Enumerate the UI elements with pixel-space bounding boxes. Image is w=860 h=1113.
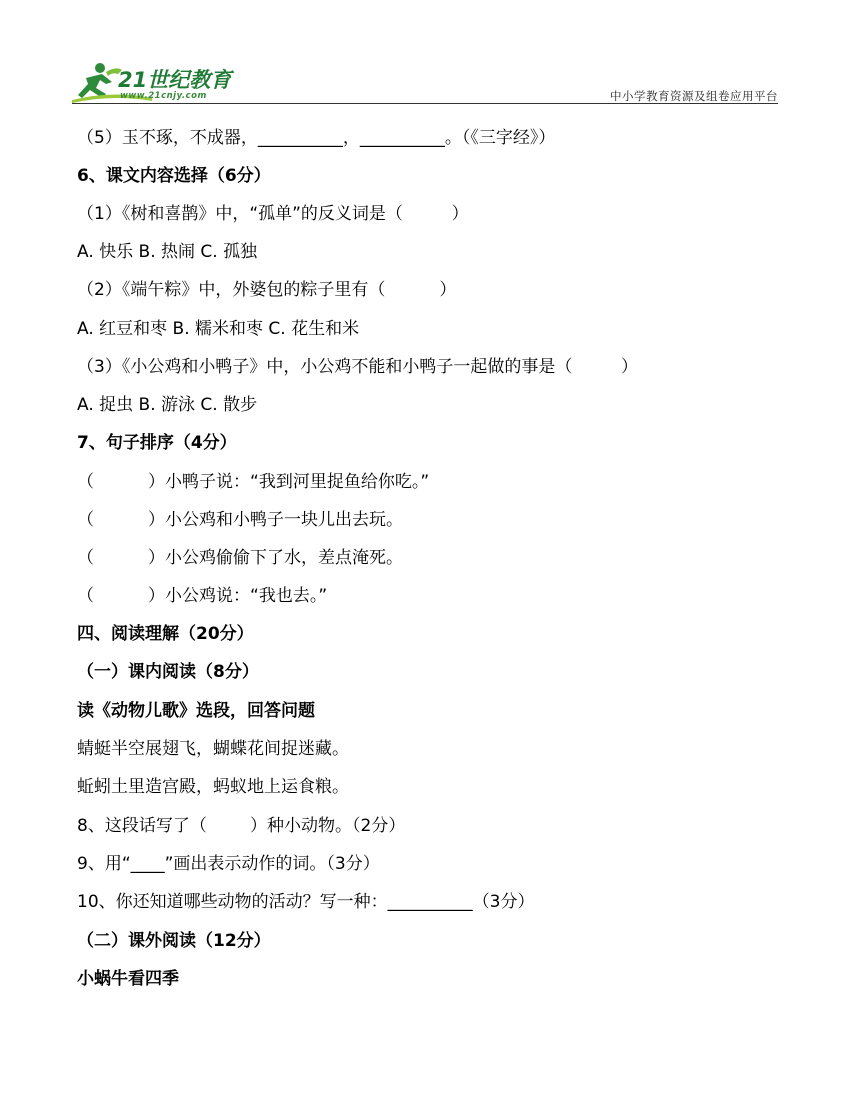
poem-line-1: 蜻蜓半空展翅飞，蝴蝶花间捉迷藏。 (77, 739, 349, 759)
subsection-2-heading: （二）课外阅读（12分） (77, 931, 271, 951)
sentence-order-2: （ ）小公鸡和小鸭子一块儿出去玩。 (77, 510, 404, 530)
question-6-3: （3）《小公鸡和小鸭子》中，小公鸡不能和小鸭子一起做的事是（ ） (77, 357, 638, 377)
question-6-2-options: A. 红豆和枣 B. 糯米和枣 C. 花生和米 (77, 319, 360, 339)
header-divider (72, 103, 778, 104)
poem-line-2: 蚯蚓土里造宫殿，蚂蚁地上运食粮。 (77, 777, 349, 797)
page-header (0, 0, 860, 110)
sentence-order-1: （ ）小鸭子说：“我到河里捉鱼给你吃。” (77, 472, 430, 492)
question-10: 10、你还知道哪些动物的活动？写一种：__________（3分） (77, 892, 535, 912)
question-5-text: （5）玉不琢，不成器，__________，__________。（《三字经》） (77, 128, 556, 148)
logo-text: 21世纪教育 (118, 68, 232, 92)
site-name: 中小学教育资源及组卷应用平台 (610, 89, 778, 103)
passage-title: 小蜗牛看四季 (77, 969, 179, 989)
sentence-order-3: （ ）小公鸡偷偷下了水，差点淹死。 (77, 548, 404, 568)
subsection-1-heading: （一）课内阅读（8分） (77, 662, 259, 682)
question-6-2: （2）《端午粽》中，外婆包的粽子里有（ ） (77, 280, 457, 300)
section-6-heading: 6、课文内容选择（6分） (77, 166, 271, 186)
question-6-3-options: A. 捉虫 B. 游泳 C. 散步 (77, 395, 258, 415)
logo-url: www.21cnjy.com (120, 91, 207, 101)
section-7-heading: 7、句子排序（4分） (77, 433, 237, 453)
reading-instruction: 读《动物儿歌》选段，回答问题 (77, 701, 315, 721)
question-9: 9、用“____”画出表示动作的词。（3分） (77, 854, 380, 874)
question-8: 8、这段话写了（ ）种小动物。（2分） (77, 816, 406, 836)
part-4-heading: 四、阅读理解（20分） (77, 624, 254, 644)
sentence-order-4: （ ）小公鸡说：“我也去。” (77, 586, 328, 606)
question-6-1-options: A. 快乐 B. 热闹 C. 孤独 (77, 242, 258, 262)
question-6-1: （1）《树和喜鹊》中，“孤单”的反义词是（ ） (77, 204, 469, 224)
